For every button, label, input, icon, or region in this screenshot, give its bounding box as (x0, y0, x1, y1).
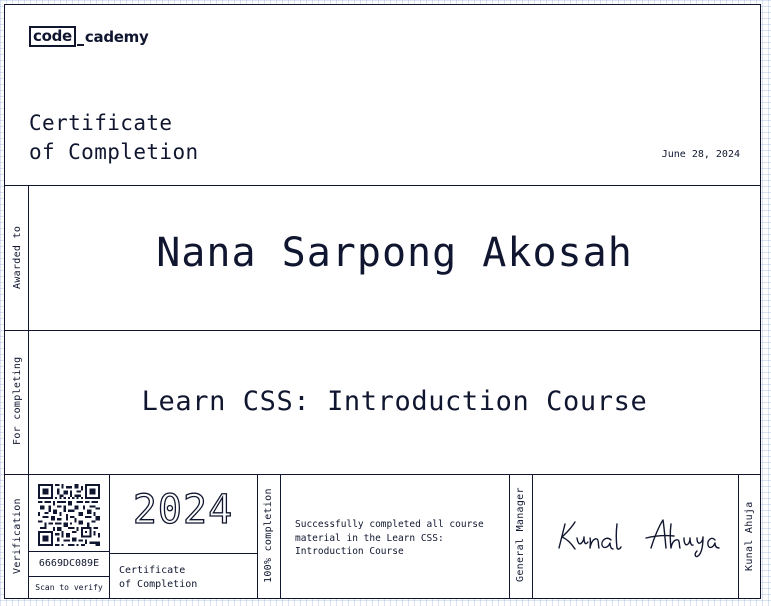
certificate-small-line-1: Certificate (119, 565, 186, 576)
divider (5, 330, 760, 331)
divider (257, 474, 258, 599)
completion-description: Successfully completed all course material in the Learn CSS: Introduction Course (295, 519, 484, 557)
signer-name: Kunal Ahuja (744, 501, 755, 571)
codecademy-logo (29, 26, 148, 47)
divider (5, 474, 760, 475)
divider (5, 185, 760, 186)
scan-to-verify-text: Scan to verify (35, 583, 103, 592)
title-line-1: Certificate (29, 111, 173, 135)
divider (738, 474, 739, 599)
signature-text: Kunal Ahuja (553, 510, 560, 511)
recipient-name: Nana Sarpong Akosah (156, 230, 633, 276)
certificate-small-title (119, 564, 197, 592)
qr-code[interactable] (38, 484, 100, 546)
title-line-2: of Completion (29, 140, 199, 164)
certificate-small-line-2: of Completion (119, 579, 198, 590)
for-completing-label: For completing (12, 356, 23, 445)
signature (553, 510, 723, 560)
divider (28, 551, 109, 552)
awarded-to-label: Awarded to (12, 225, 23, 289)
general-manager-label: General Manager (515, 487, 526, 582)
verification-label: Verification (12, 498, 23, 574)
logo-code-text: code (29, 26, 76, 47)
issue-date: June 28, 2024 (661, 149, 740, 160)
divider (532, 474, 533, 599)
certificate-title (29, 109, 199, 167)
divider (28, 576, 109, 577)
divider (509, 474, 510, 599)
divider (280, 474, 281, 599)
completion-year: 2024 (132, 487, 234, 533)
certificate-id: 6669DC089E (38, 558, 100, 569)
divider (109, 553, 257, 554)
course-name: Learn CSS: Introduction Course (141, 386, 648, 417)
logo-academy-text: cademy (84, 27, 149, 46)
completion-label: 100% completion (263, 488, 274, 583)
logo-cursor (77, 44, 84, 46)
certificate (4, 4, 761, 599)
